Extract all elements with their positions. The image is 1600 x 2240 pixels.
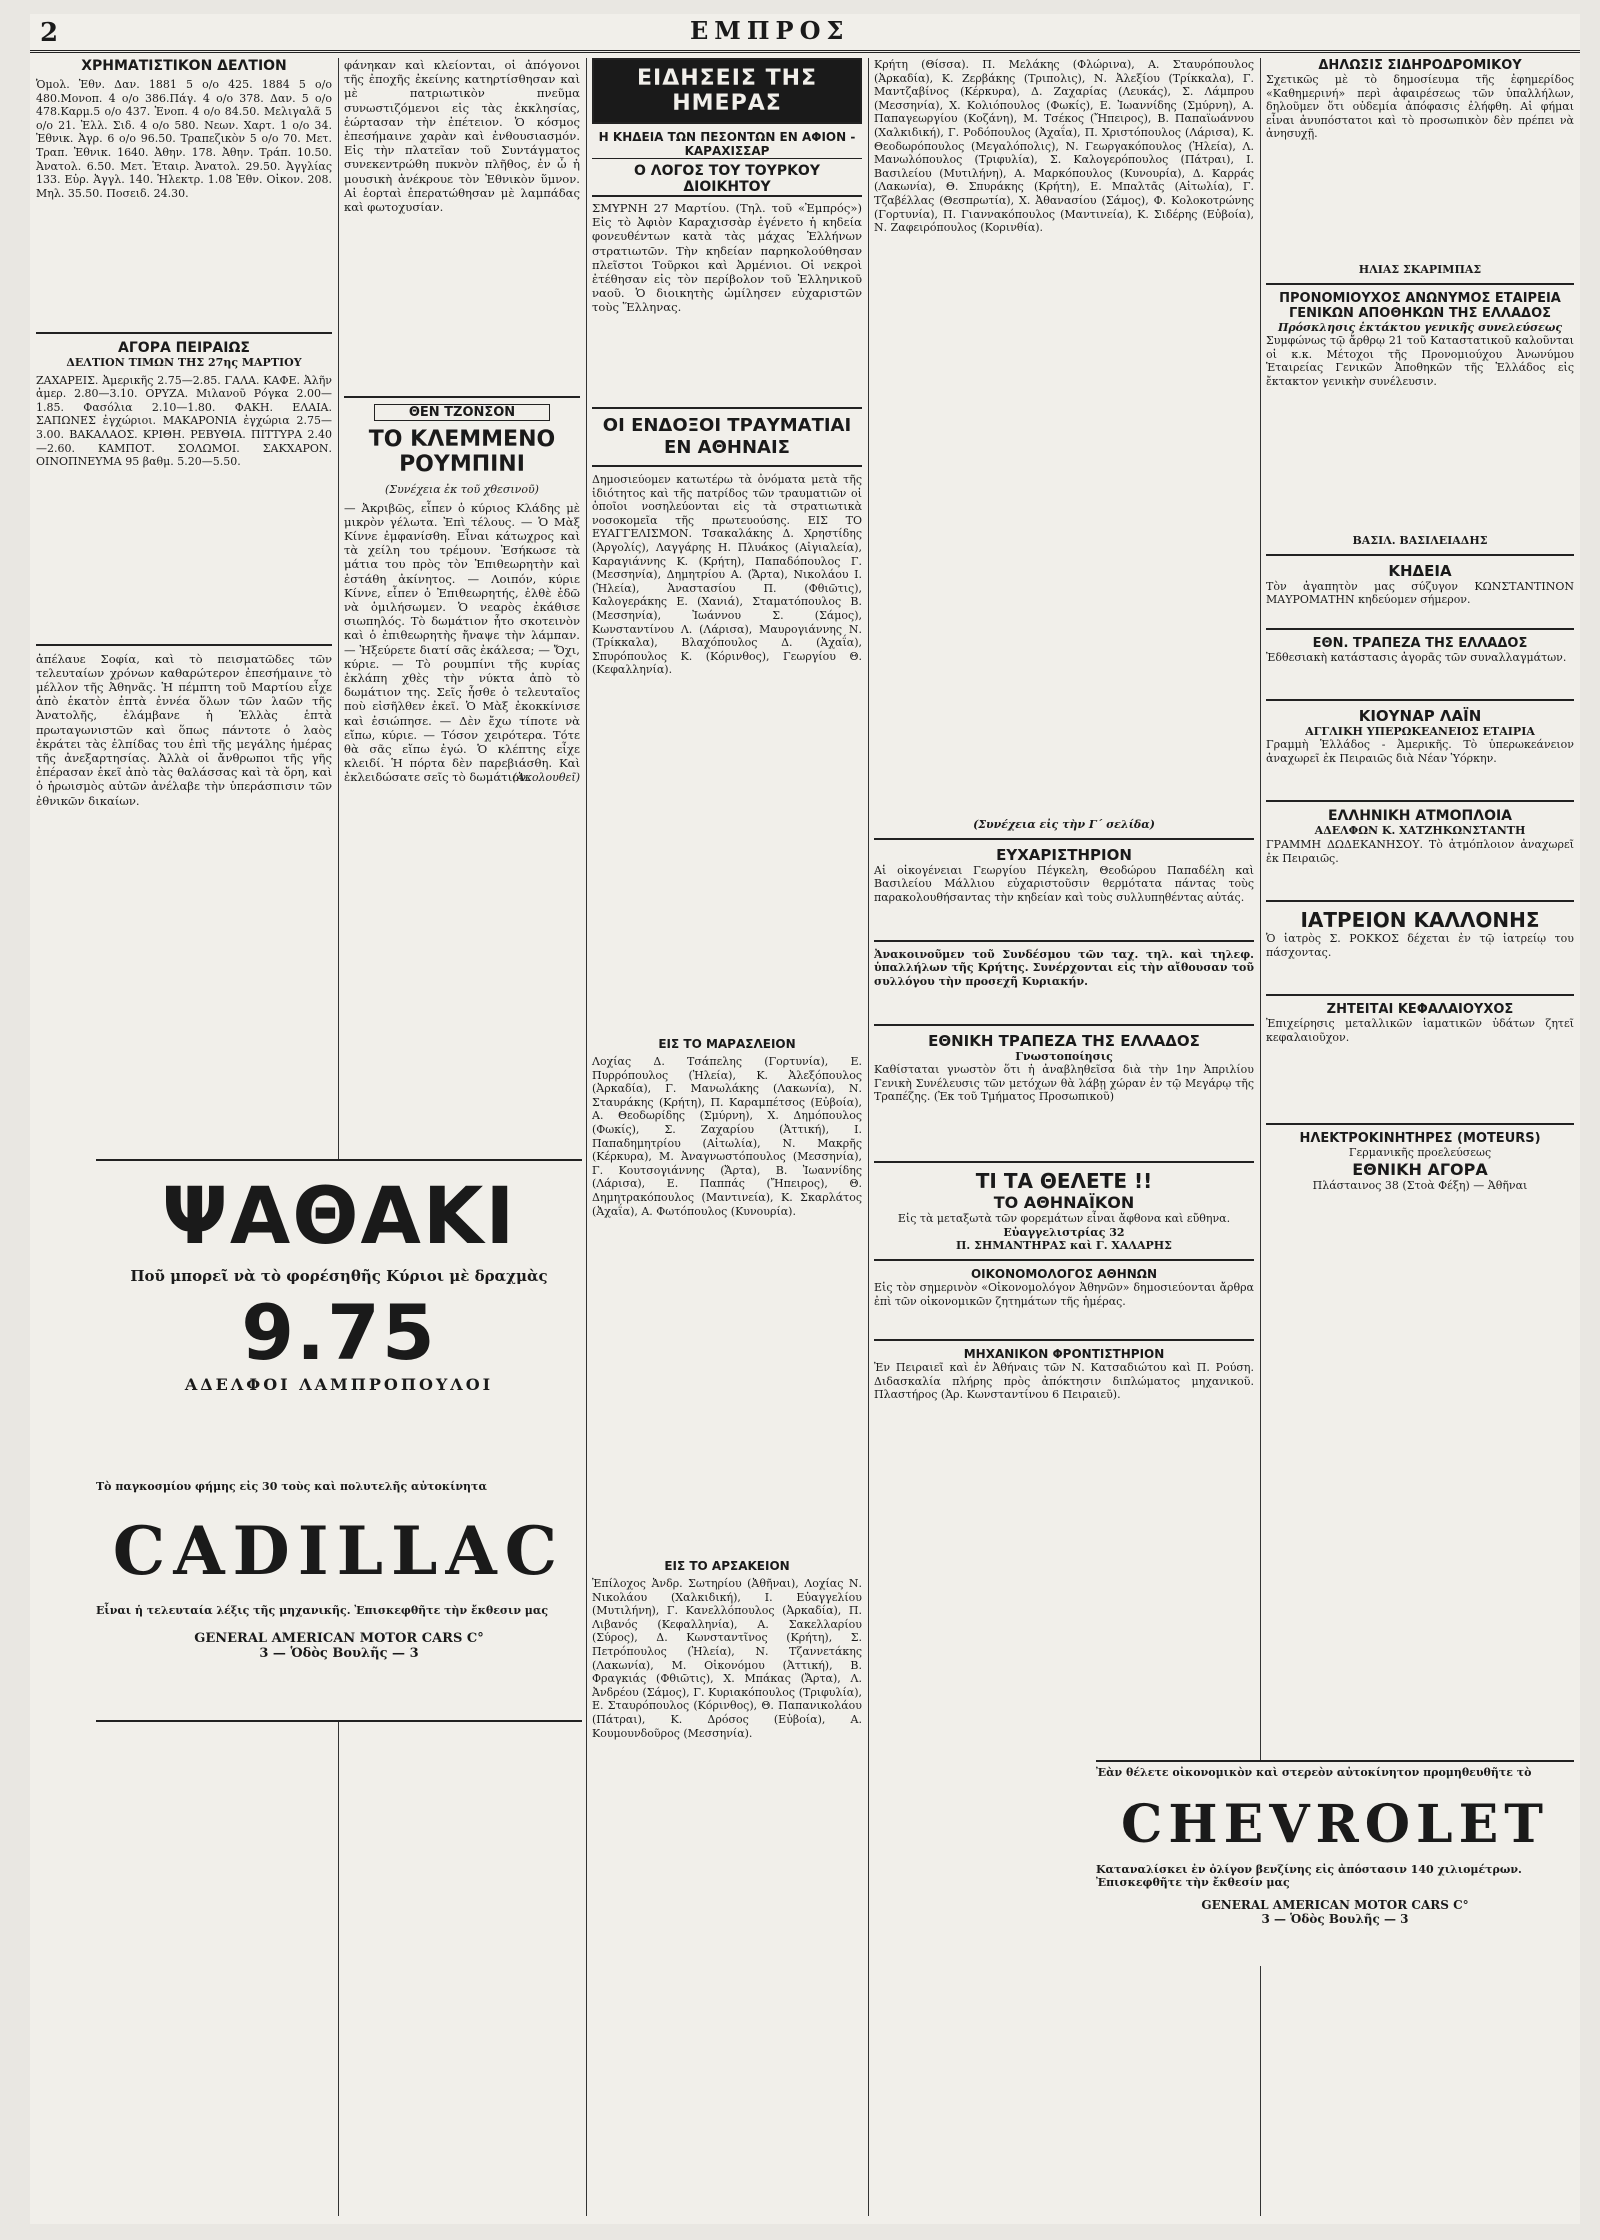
story-title: ΤΟ ΚΛΕΜΜΕΝΟ ΡΟΥΜΠΙΝΙ [368, 427, 556, 477]
column-2 [344, 58, 580, 818]
column-4 [874, 58, 1254, 1748]
cunard-text: Γραμμὴ Ἑλλάδος - Ἀμερικῆς. Τὸ ὑπερωκεάνειον ἀναχωρεῖ ἐκ Πειραιῶς διὰ Νέαν Ὑόρκην. [1266, 738, 1574, 765]
notice2-text: Συμφώνως τῷ ἄρθρῳ 21 τοῦ Καταστατικοῦ καλοῦνται οἱ κ.κ. Μέτοχοι τῆς Προνομιούχου Ἀνωνύμου Ἑταιρείας Γενικῶν Ἀποθηκῶν τῆς Ἑλλάδος εἰς ἔκτακτον γενικὴν συνέλευσιν. [1266, 334, 1574, 388]
ad-cadillac-line: Εἶναι ἡ τελευταία λέξις τῆς μηχανικῆς. Ἐπισκεφθῆτε τὴν ἔκθεσιν μας [96, 1603, 549, 1617]
story-text: ἀπέλαυε Σοφία, καὶ τὸ πεισματῶδες τῶν τελευταίων χρόνων καθαρώτερον ἐπεσήμαινε τὸ μέλλον τῆς Ἀθηνᾶς. Ἡ πέμπτη τοῦ Μαρτίου εἶχε ἀπὸ ἑκατὸν ἑπτὰ ἐννέα ὅλων τῶν λαῶν τῆς Ἀνατολῆς, ἐλάμβανε ἡ Ἑλλὰς ἑπτὰ πρωταγωνιστῶν καὶ ὅπως πάντοτε ὁ λαὸς ἐκράτει τὰς ἐλπίδας του ἐπὶ τῆς μεγάλης ἡμέρας τῆς ἀνεξαρτησίας. Ἀλλὰ οἱ ἄνθρωποι τῆς γῆς ἐπέρασαν ἐκεῖ ἀπὸ τὰς θαλάσσας καὶ τὰ ὄρη, καὶ ὁ ἡρωισμὸς αὐτῶν ἀνέλαβε τὴν ὑπεράσπισιν τῶν ἐθνικῶν δικαίων. [36, 651, 332, 808]
ad-tithelete-sub: ΤΟ ΑΘΗΝΑΪΚΟΝ [993, 1193, 1135, 1213]
wounded-headline: ΟΙ ΕΝΔΟΞΟΙ ΤΡΑΥΜΑΤΙΑΙ ΕΝ ΑΘΗΝΑΙΣ [602, 415, 852, 458]
agora-text: ΖΑΧΑΡΕΙΣ. Ἀμερικῆς 2.75—2.85. ΓΑΛΑ. ΚΑΦΕ. Ἀλῆν ἀμερ. 2.80—3.10. ΟΡΥΖΑ. Μιλανοῦ Ρόγκα 2.00—1.85. Φασόλια 2.10—1.80. ΦΑΚΗ. ΕΛΑΙΑ. ΣΑΠΩΝΕΣ ἐγχώριοι. ΜΑΚΑΡΟΝΙΑ ἐγχώρια 2.75—3.00. ΒΑΚΑΛΑΟΣ. ΚΡΙΘΗ. ΡΕΒΥΘΙΑ. ΠΙΤΤΥΡΑ 2.40—2.60. ΚΑΜΠΟΤ. ΣΟΛΩΜΟΙ. ΣΑΚΧΑΡΟΝ. ΟΙΝΟΠΝΕΥΜΑ 95 βαθμ. 5.20—5.50. [36, 373, 332, 469]
thanks-title: ΕΥΧΑΡΙΣΤΗΡΙΟΝ [996, 845, 1132, 864]
newspaper-page [30, 14, 1580, 2224]
notice2-sign: ΒΑΣΙΛ. ΒΑΣΙΛΕΙΑΔΗΣ [1352, 534, 1488, 548]
story-cont: (Συνέχεια ἐκ τοῦ χθεσινοῦ) [385, 483, 539, 496]
notice1-title: ΔΗΛΩΣΙΣ ΣΙΔΗΡΟΔΡΟΜΙΚΟΥ [1318, 58, 1522, 73]
ad-cadillac [96, 1480, 582, 1722]
wounded-list-1: Δημοσιεύομεν κατωτέρω τὰ ὀνόματα μετὰ τῆς ἰδιότητος καὶ τῆς πατρίδος τῶν τραυματιῶν οἱ ὁποῖοι νοσηλεύονται εἰς τὰ στρατιωτικὰ νοσοκομεῖα τῆς πρωτευούσης. ΕΙΣ ΤΟ ΕΥΑΓΓΕΛΙΣΜΟΝ. Τσακαλάκης Δ. Χρηστίδης (Ἀργολίς), Λαγγάρης Η. Πλυάκος (Αἰγιαλεία), Καραγιάννης Κ. (Κρήτη), Παπαδόπουλος Γ. (Μεσσηνία), Δημητρίου Α. (Ἄρτα), Νικολάου Ι. (Ἠλεία), Ἀναστασίου Π. (Φθιῶτις), Καλογεράκης Ε. (Χανιά), Σταματόπουλος Β. (Μεσσηνία), Ἰωάννου Σ. (Σάμος), Κωνσταντίνου Λ. (Λάρισα), Μαυρογιάννης Ν. (Τρίκκαλα), Βλαχόπουλος Δ. (Ἀχαΐα), Σπυρόπουλος Κ. (Κόρινθος), Γεωργίου Θ. (Κεφαλληνία). [592, 473, 862, 677]
news-text-a: ΣΜΥΡΝΗ 27 Μαρτίου. (Τηλ. τοῦ «Ἐμπρός») Εἰς τὸ Ἀφιὸν Καραχισσὰρ ἐγένετο ἡ κηδεία φονευθέντων κατὰ τὰς μάχας Ἑλλήνων στρατιωτῶν. Τὴν κηδείαν παρηκολούθησαν πλεῖστοι Τοῦρκοι καὶ Ἀρμένιοι. Οἱ νεκροὶ ἐτέθησαν εἰς τὸν περίβολον τοῦ Ἑλληνικοῦ ναοῦ. Ὁ διοικητὴς ὡμίλησεν εὐχαριστῶν τοὺς Ἕλληνας. [592, 201, 862, 315]
masthead: ΕΜΠΡΟΣ [690, 16, 850, 45]
ad-psathaki-line: Ποῦ μπορεῖ νὰ τὸ φορέσηθῆς Κύριοι μὲ δραχμὰς [130, 1267, 548, 1285]
steamship-title: ΕΛΛΗΝΙΚΗ ΑΤΜΟΠΛΟΙΑ [1327, 808, 1513, 825]
market-text: Ὁμολ. Ἐθν. Δαν. 1881 5 ο/ο 425. 1884 5 ο/ο 480.Μονοπ. 4 ο/ο 386.Πάγ. 4 ο/ο 378. Δαν. 5 ο/ο 478.Καρμ.5 ο/ο 437. Ἑνοπ. 4 ο/ο 84.50. Μελιγαλᾶ 5 ο/ο 21. Ἐλλ. Σιδ. 4 ο/ο 580. Νεων. Χαρτ. 1 ο/ο 34. Ἐθνικ. Ἀγρ. 6 ο/ο 96.50. Τραπεζικὸν 5 ο/ο 70. Μετ. Τραπ. Ἐθνικ. 1640. Ἀθην. 178. Ἀθην. Τράπ. 10.50. Ἀνατολ. 6.50. Μετ. Ἑταιρ. Ἀνατολ. 29.50. Ἀγγλίας 133. Εὐρ. Ἀγγλ. 140. Ἡλεκτρ. 1.08 Ἐθν. Οἰκον. 208. Μηλ. 35.50. Ποσειδ. 24.30. [36, 78, 332, 200]
steamship-text: ΓΡΑΜΜΗ ΔΩΔΕΚΑΝΗΣΟΥ. Τὸ ἀτμόπλοιον ἀναχωρεῖ ἐκ Πειραιῶς. [1266, 837, 1574, 865]
cont-note: (Συνέχεια εἰς τὴν Γ´ σελίδα) [973, 818, 1155, 831]
hosp-arsakeion: ΕΙΣ ΤΟ ΑΡΣΑΚΕΙΟΝ [664, 1559, 790, 1573]
page-header [30, 14, 1580, 53]
ad-tithelete-title: ΤΙ ΤΑ ΘΕΛΕΤΕ !! [975, 1169, 1153, 1194]
col4-list: Κρήτη (Θίσσα). Π. Μελάκης (Φλώρινα), Α. Σταυρόπουλος (Ἀρκαδία), Κ. Ζερβάκης (Τριπολις), Ν. Ἀλεξίου (Τρίκκαλα), Γ. Μαντζαβίνος (Κέρκυρα), Δ. Ζαχαρίας (Λευκάς), Σ. Λάμπρου (Μεσσηνία), Χ. Κολιόπουλος (Φωκίς), Ε. Ἰωαννίδης (Σμύρνη), Α. Παπαγεωργίου (Κοζάνη), Μ. Τσέκος (Ἤπειρος), Β. Παπαϊωάννου (Χαλκιδική), Γ. Ροδόπουλος (Ἀχαΐα), Π. Χριστόπουλος (Λάρισα), Κ. Θεοδωρόπουλος (Μεγαλόπολις), Ν. Γεωργακόπουλος (Ἠλεία), Λ. Μανωλόπουλος (Τριφυλία), Σ. Καλογερόπουλος (Πάτραι), Ι. Βασιλείου (Μυτιλήνη), Α. Μαρκόπουλος (Κυνουρία), Δ. Καρράς (Λακωνία), Θ. Σπυράκης (Κρήτη), Ε. Μπαλτᾶς (Αἰτωλία), Γ. Τζαβέλλας (Θεσπρωτία), Χ. Ἀθανασίου (Σάμος), Φ. Κολοκοτρώνης (Γορτυνία), Π. Γιαννακόπουλος (Μαντινεία), Κ. Σιδέρης (Εὐβοία), Ν. Ζαφειρόπουλος (Κορινθία). [874, 58, 1254, 235]
ad-cadillac-company: GENERAL AMERICAN MOTOR CARS C° [194, 1631, 484, 1647]
ad-psathaki-price: 9.75 [241, 1288, 437, 1377]
cunard-title: ΚΙΟΥΝΑΡ ΛΑΪΝ [1358, 706, 1482, 725]
ad-tithelete-text: Εἰς τὰ μεταξωτὰ τῶν φορεμάτων εἶναι ἄφθονα καὶ εὔθηνα. [897, 1212, 1231, 1226]
eco-text: Εἰς τὸν σημερινὸν «Οἰκονομολόγον Ἀθηνῶν» δημοσιεύονται ἄρθρα ἐπὶ τῶν οἰκονομικῶν ζητημάτων τῆς ἡμέρας. [874, 1280, 1254, 1308]
agora-subtitle: ΔΕΛΤΙΟΝ ΤΙΜΩΝ ΤΗΣ 27ης ΜΑΡΤΙΟΥ [66, 356, 302, 369]
mech-text: Ἐν Πειραιεῖ καὶ ἐν Ἀθήναις τῶν Ν. Κατσαδιώτου καὶ Π. Ρούση. Διδασκαλία πλήρης πρὸς ἀπόκτησιν διπλώματος μηχανικοῦ. Πλαστήρος (Ἀρ. Κωνσταντίνου 6 Πειραιεῦ). [874, 1360, 1254, 1402]
page-number: 2 [40, 18, 59, 48]
funeral-title: ΚΗΔΕΙΑ [1388, 561, 1452, 580]
continued-note: (Ἀκολουθεῖ) [512, 770, 580, 784]
ad-cadillac-top: Τὸ παγκοσμίου φήμης εἰς 30 τοὺς καὶ πολυτελῆς αὐτοκίνητα [96, 1480, 487, 1493]
notice1-text: Σχετικῶς μὲ τὸ δημοσίευμα τῆς ἐφημερίδος «Καθημερινή» περὶ ἀφαιρέσεως τῶν ὑπαλλήλων, δηλοῦμεν ὅτι οὐδεμία ἀπόφασις ἐλήφθη. Αἱ φήμαι εἶναι ἀνυπόστατοι καὶ τὸ προσωπικὸν δὲν πρέπει νὰ ἀνησυχῇ. [1266, 73, 1574, 141]
market-title: ΧΡΗΜΑΤΙΣΤΙΚΟΝ ΔΕΛΤΙΟΝ [81, 58, 287, 74]
ad-tithelete-addr: Εὐαγγελιστρίας 32 [1003, 1225, 1125, 1239]
motors-sub: ΕΘΝΙΚΗ ΑΓΟΡΑ [1352, 1159, 1488, 1179]
ad-psathaki [96, 1159, 582, 1492]
hosp-marasleion: ΕΙΣ ΤΟ ΜΑΡΑΣΛΕΙΟΝ [658, 1037, 796, 1051]
bank2-text: Ἐδθεσιακὴ κατάστασις ἀγορᾶς τῶν συναλλαγμάτων. [1266, 650, 1567, 664]
agora-title: ΑΓΟΡΑ ΠΕΙΡΑΙΩΣ [118, 340, 250, 356]
ad-chevrolet [1096, 1760, 1574, 1966]
notice2-title: ΠΡΟΝΟΜΙΟΥΧΟΣ ΑΝΩΝΥΜΟΣ ΕΤΑΙΡΕΙΑ ΓΕΝΙΚΩΝ ΑΠΟΘΗΚΩΝ ΤΗΣ ΕΛΛΑΔΟΣ [1279, 290, 1561, 321]
motors-addr: Πλάσταινος 38 (Στοὰ Φέξη) — Ἀθῆναι [1312, 1178, 1528, 1192]
wounded-list-3: Ἐπίλοχος Ἀνδρ. Σωτηρίου (Ἀθῆναι), Λοχίας Ν. Νικολάου (Χαλκιδική), Ι. Εὐαγγελίου (Μυτιλήνη), Γ. Κανελλόπουλος (Ἀρκαδία), Π. Λιβανός (Κεφαλληνία), Α. Σακελλαρίου (Σύρος), Δ. Κωνσταντῖνος (Κρήτη), Σ. Πετρόπουλος (Ἠλεία), Ν. Τζαννετάκης (Λακωνία), Μ. Οἰκονόμου (Ἀττική), Β. Φραγκιάς (Φθιῶτις), Χ. Μπάκας (Ἄρτα), Λ. Ἀνδρέου (Σάμος), Γ. Κυριακόπουλος (Τριφυλία), Ε. Σταυρόπουλος (Κόρινθος), Θ. Παπανικολάου (Πάτραι), Κ. Δρόσος (Εὐβοία), Α. Κουμουνδοῦρος (Μεσσηνία). [592, 1577, 862, 1740]
bank2-title: ΕΘΝ. ΤΡΑΠΕΖΑ ΤΗΣ ΕΛΛΑΔΟΣ [1312, 635, 1528, 651]
ad-cadillac-brand: CADILLAC [112, 1511, 566, 1590]
capital-title: ΖΗΤΕΙΤΑΙ ΚΕΦΑΛΑΙΟΥΧΟΣ [1326, 1001, 1514, 1017]
capital-text: Ἐπιχείρησις μεταλλικῶν ἰαματικῶν ὑδάτων ζητεῖ κεφαλαιοῦχον. [1266, 1016, 1574, 1044]
ad-chevrolet-address: 3 — Ὁδὸς Βουλῆς — 3 [1261, 1911, 1409, 1926]
ad-chevrolet-sub: Καταναλίσκει ἐν ὀλίγον βενζίνης εἰς ἀπόστασιν 140 χιλιομέτρων. Ἐπισκεφθῆτε τὴν ἔκθεσίν μας [1096, 1862, 1522, 1890]
motors-title: ΗΛΕΚΤΡΟΚΙΝΗΤΗΡΕΣ (MOTEURS) [1299, 1130, 1541, 1146]
news-banner: ΕΙΔΗΣΕΙΣ ΤΗΣ ΗΜΕΡΑΣ [592, 58, 862, 124]
notice-text: Ἀνακοινοῦμεν τοῦ Συνδέσμου τῶν ταχ. τηλ. καὶ τηλεφ. ὑπαλλήλων τῆς Κρήτης. Συνέρχονται εἰς τὴν αἴθουσαν τοῦ συλλόγου τὴν προσεχῆ Κυριακήν. [874, 947, 1254, 988]
ad-cadillac-address: 3 — Ὁδὸς Βουλῆς — 3 [259, 1646, 419, 1662]
ad-tithelete-names: Π. ΣΗΜΑΝΤΗΡΑΣ καὶ Γ. ΧΑΛΑΡΗΣ [956, 1239, 1172, 1253]
ad-psathaki-title: ΨΑΘΑΚΙ [161, 1172, 517, 1262]
bank-sub: Γνωστοποίησις [1015, 1049, 1113, 1063]
thanks-text: Αἱ οἰκογένειαι Γεωργίου Πέγκελη, Θεοδώρου Παπαδέλη καὶ Βασιλείου Μάλλιου εὐχαριστοῦσιν θερμότατα πάντας τοὺς παρακολουθήσαντας τὴν κηδείαν καὶ τοὺς συλλυπηθέντας αὐτάς. [874, 863, 1254, 904]
ad-chevrolet-brand: CHEVROLET [1121, 1793, 1549, 1855]
notice2-sub: Πρόσκλησις ἐκτάκτου γενικῆς συνελεύσεως [1277, 320, 1563, 334]
col2-top-text: φάνηκαν καὶ κλείονται, οἱ ἀπόγονοι τῆς ἐποχῆς ἐκείνης κατηρτίσθησαν καὶ μὲ πατριωτικὸν πνεῦμα συνωστιζόμενοι εἰς τὰς ἐκκλησίας, ἑώρτασαν τὴν ἐπέτειον. Ὁ κόσμος ἐπεσήμαινε χαρὰν καὶ ἐνθουσιασμόν. Εἰς τὴν πλατεῖαν τοῦ Συντάγματος συνεκεντρώθη πυκνὸν πλῆθος, ἐν ὧ ἡ μουσικὴ ἀνέκρουε τὸν Ἐθνικὸν ὕμνον. Αἱ ἑορταὶ ἐπερατώθησαν μὲ λαμπάδας καὶ φωτοχυσίαν. [344, 58, 580, 215]
bank-text: Καθίσταται γνωστὸν ὅτι ἡ ἀναβληθεῖσα διὰ τὴν 1ην Ἀπριλίου Γενικὴ Συνέλευσις τῶν μετόχων θὰ λάβῃ χώραν ἐν τῷ Μεγάρῳ τῆς Τραπέζης. (Ἐκ τοῦ Τμήματος Προσωπικοῦ) [874, 1063, 1254, 1104]
column-1 [36, 58, 332, 2224]
column-3 [592, 58, 862, 2224]
notice1-sign: ΗΛΙΑΣ ΣΚΑΡΙΜΠΑΣ [1358, 263, 1482, 276]
ad-chevrolet-company: GENERAL AMERICAN MOTOR CARS C° [1201, 1897, 1469, 1912]
eco-title: ΟΙΚΟΝΟΜΟΛΟΓΟΣ ΑΘΗΝΩΝ [970, 1266, 1158, 1281]
cunard-sub: ΑΓΓΛΙΚΗ ΥΠΕΡΩΚΕΑΝΕΙΟΣ ΕΤΑΙΡΙΑ [1305, 724, 1535, 738]
ad-psathaki-seller: ΑΔΕΛΦΟΙ ΛΑΜΠΡΟΠΟΥΛΟΙ [184, 1375, 494, 1394]
news-sub1: Η ΚΗΔΕΙΑ ΤΩΝ ΠΕΣΟΝΤΩΝ ΕΝ ΑΦΙΟΝ - ΚΑΡΑΧΙΣΣΑΡ [592, 130, 862, 159]
news-sub2: Ο ΛΟΓΟΣ ΤΟΥ ΤΟΥΡΚΟΥ ΔΙΟΙΚΗΤΟΥ [592, 163, 862, 197]
wounded-list-2: Λοχίας Δ. Τσάπελης (Γορτυνία), Ε. Πυρρόπουλος (Ἠλεία), Κ. Ἀλεξόπουλος (Ἀρκαδία), Γ. Μανωλάκης (Λακωνία), Ν. Σταυράκης (Κρήτη), Π. Καραμπέτσος (Εὐβοία), Α. Θεοδωρίδης (Σμύρνη), Χ. Δημόπουλος (Φωκίς), Σ. Ζαχαρίου (Ἀττική), Ι. Παπαδημητρίου (Αἰτωλία), Ν. Μακρῆς (Κέρκυρα), Μ. Ἀναγνωστόπουλος (Μεσσηνία), Γ. Κουτσογιάννης (Ἄρτα), Β. Ἰωαννίδης (Λάρισα), Ε. Παππάς (Ἤπειρος), Θ. Δημητρακόπουλος (Μαντινεία), Κ. Σκαρλάτος (Ἀχαΐα), Α. Φωτόπουλος (Κυνουρία). [592, 1055, 862, 1218]
mech-title: ΜΗΧΑΝΙΚΟΝ ΦΡΟΝΤΙΣΤΗΡΙΟΝ [963, 1346, 1165, 1361]
column-5 [1266, 58, 1574, 1748]
motors-text: Γερμανικῆς προελεύσεως [1348, 1145, 1492, 1159]
clinic-title: ΙΑΤΡΕΙΟΝ ΚΑΛΛΟΝΗΣ [1300, 907, 1540, 932]
byline: ΘΕΝ ΤΖΟΝΣΟΝ [374, 404, 550, 421]
steamship-sub: ΑΔΕΛΦΩΝ Κ. ΧΑΤΖΗΚΩΝΣΤΑΝΤΗ [1314, 824, 1526, 838]
funeral-text: Τὸν ἀγαπητὸν μας σύζυγον ΚΩΝΣΤΑΝΤΙΝΟΝ ΜΑΥΡΟΜΑΤΗΝ κηδεύομεν σήμερον. [1266, 579, 1574, 607]
clinic-text: Ὁ ἰατρὸς Σ. ΡΟΚΚΟΣ δέχεται ἐν τῷ ἰατρείῳ του πάσχοντας. [1266, 931, 1574, 959]
ad-chevrolet-line: Ἐὰν θέλετε οἰκονομικὸν καὶ στερεὸν αὐτοκίνητον προμηθευθῆτε τὸ [1096, 1766, 1532, 1779]
story-body: — Ἀκριβῶς, εἶπεν ὁ κύριος Κλάδης μὲ μικρὸν γέλωτα. Ἐπὶ τέλους. — Ὁ Μὰξ Κίννε ἐμφανίσθη. Εἶναι κάτωχρος καὶ τὰ χείλη του τρέμουν. Ἐσήκωσε τὰ μάτια του πρὸς τὸν Ἐπιθεωρητὴν καὶ ἐστάθη ἀκίνητος. — Λοιπόν, κύριε Κίννε, εἶπεν ὁ Ἐπιθεωρητής, ἐλθὲ ἐδῶ νὰ ὁμιλήσωμεν. Ὁ νεαρὸς ἐκάθισε σιωπηλός. Τὸ δωμάτιον ἦτο σκοτεινὸν καὶ ὁ ἐπιθεωρητὴς ἤναψε τὴν λάμπαν. — Ἠξεύρετε διατί σᾶς ἐκάλεσα; — Ὄχι, κύριε. — Τὸ ρουμπίνι τῆς κυρίας ἐκλάπη χθὲς τὴν νύκτα ἀπὸ τὸ δωμάτιον της. Σεῖς ἦσθε ὁ τελευταῖος ποὺ εἰσῆλθεν ἐκεῖ. Ὁ Μὰξ ἐκοκκίνισε καὶ ἐσιώπησε. — Δὲν ἔχω τίποτε νὰ εἴπω, κύριε. — Τόσον χειρότερα. Τότε θὰ σᾶς εἴπω ἐγώ. Ὁ κλέπτης εἶχε κλειδί. Ἡ πόρτα δὲν παρεβιάσθη. Καὶ ἐκλειδώσατε σεῖς τὸ δωμάτιον. [344, 500, 580, 785]
bank-title: ΕΘΝΙΚΗ ΤΡΑΠΕΖΑ ΤΗΣ ΕΛΛΑΔΟΣ [928, 1031, 1200, 1050]
